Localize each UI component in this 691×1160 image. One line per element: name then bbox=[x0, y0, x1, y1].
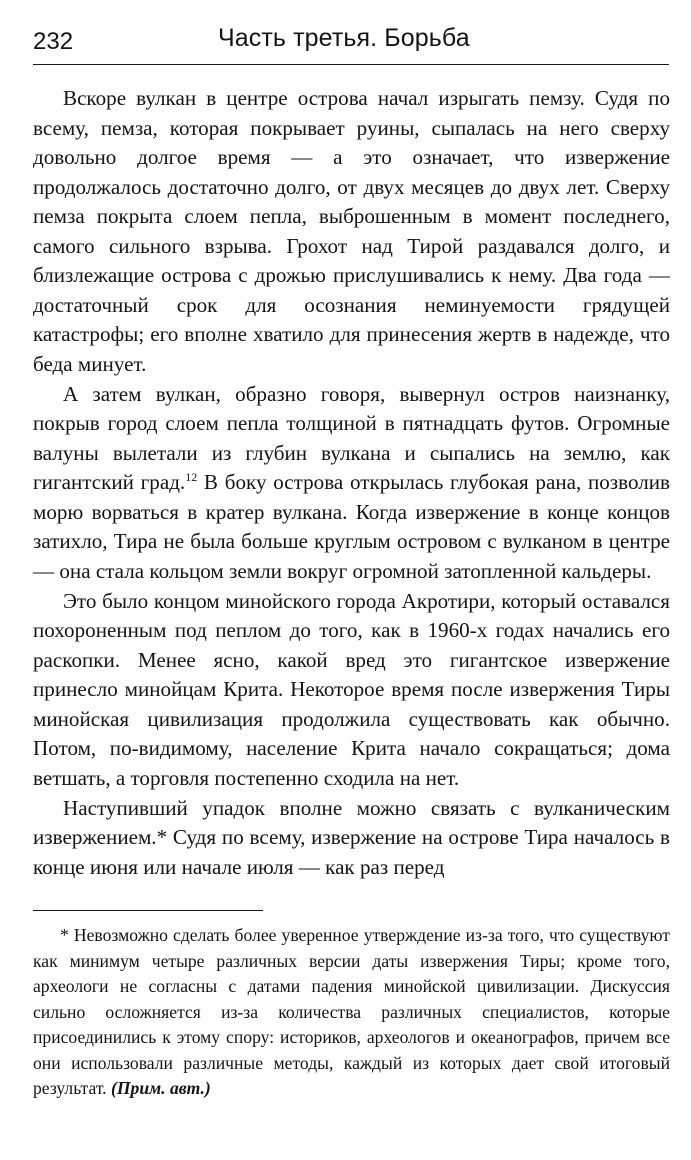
footnote-text: * Невозможно сделать более уверенное утверждение из-за того, что существуют как минимум четыре различных версии даты извержения Тиры; кроме того, археологи не согласны с датами падения минойской цивилизации. Дискуссия сильно осложняется из-за количества различных специалистов, которые присоединились к этому спору: историков, археологов и океанографов, причем все они использовали различные методы, каждый из которых дает свой итоговый результат. bbox=[33, 925, 670, 1098]
paragraph: Это было концом минойского города Акротири, который оставался похороненным под пеплом до того, как в 1960-х годах начались его раскопки. Менее ясно, какой вред это гигантское извержение принесло минойцам Крита. Некоторое время после извержения Тиры минойская цивилизация продолжила существовать как обычно. Потом, по-видимому, население Крита начало сокращаться; дома ветшать, а торговля постепенно сходила на нет. bbox=[33, 588, 670, 790]
paragraph: Вскоре вулкан в центре острова начал изрыгать пемзу. Судя по всему, пемза, которая покрывает руины, сыпалась на него сверху довольно долгое время — а это означает, что извержение продолжалось достаточно долго, от двух месяцев до двух лет. Сверху пемза покрыта слоем пепла, выброшенным в момент последнего, самого сильного взрыва. Грохот над Тирой раздавался долго, и близлежащие острова с дрожью прислушивались к нему. Два года — достаточный срок для осознания неминуемости грядущей катастрофы; его вполне хватило для принесения жертв в надежде, что беда минует. bbox=[33, 86, 670, 376]
paragraph-text: В боку острова открылась глубокая рана, позволив морю ворваться в кратер вулкана. Когда извержение в конце концов затихло, Тира не была больше круглым островом с вулканом в центре — она стала кольцом земли вокруг огромной затопленной кальдеры. bbox=[33, 470, 671, 583]
running-head: Часть третья. Борьба bbox=[218, 24, 470, 52]
paragraph: Наступивший упадок вполне можно связать с вулканическим извержением.* Судя по всему, извержение на острове Тира началось в конце июня или начале июля — как раз перед bbox=[33, 795, 670, 879]
paragraph-text: А затем вулкан, образно говоря, вывернул остров наизнанку, покрыв город слоем пепла толщиной в пятнадцать футов. Огромные валуны вылетали из глубин вулкана и сыпались на землю, как гигантский град. bbox=[33, 381, 670, 494]
footnote-divider bbox=[33, 910, 263, 911]
footnote bbox=[33, 923, 670, 1102]
page-header bbox=[33, 22, 669, 65]
author-note: (Прим. авт.) bbox=[110, 1078, 211, 1098]
footnote-reference: 12 bbox=[185, 470, 198, 484]
paragraph bbox=[33, 380, 670, 587]
page-number: 232 bbox=[33, 28, 74, 55]
main-text bbox=[33, 84, 670, 882]
